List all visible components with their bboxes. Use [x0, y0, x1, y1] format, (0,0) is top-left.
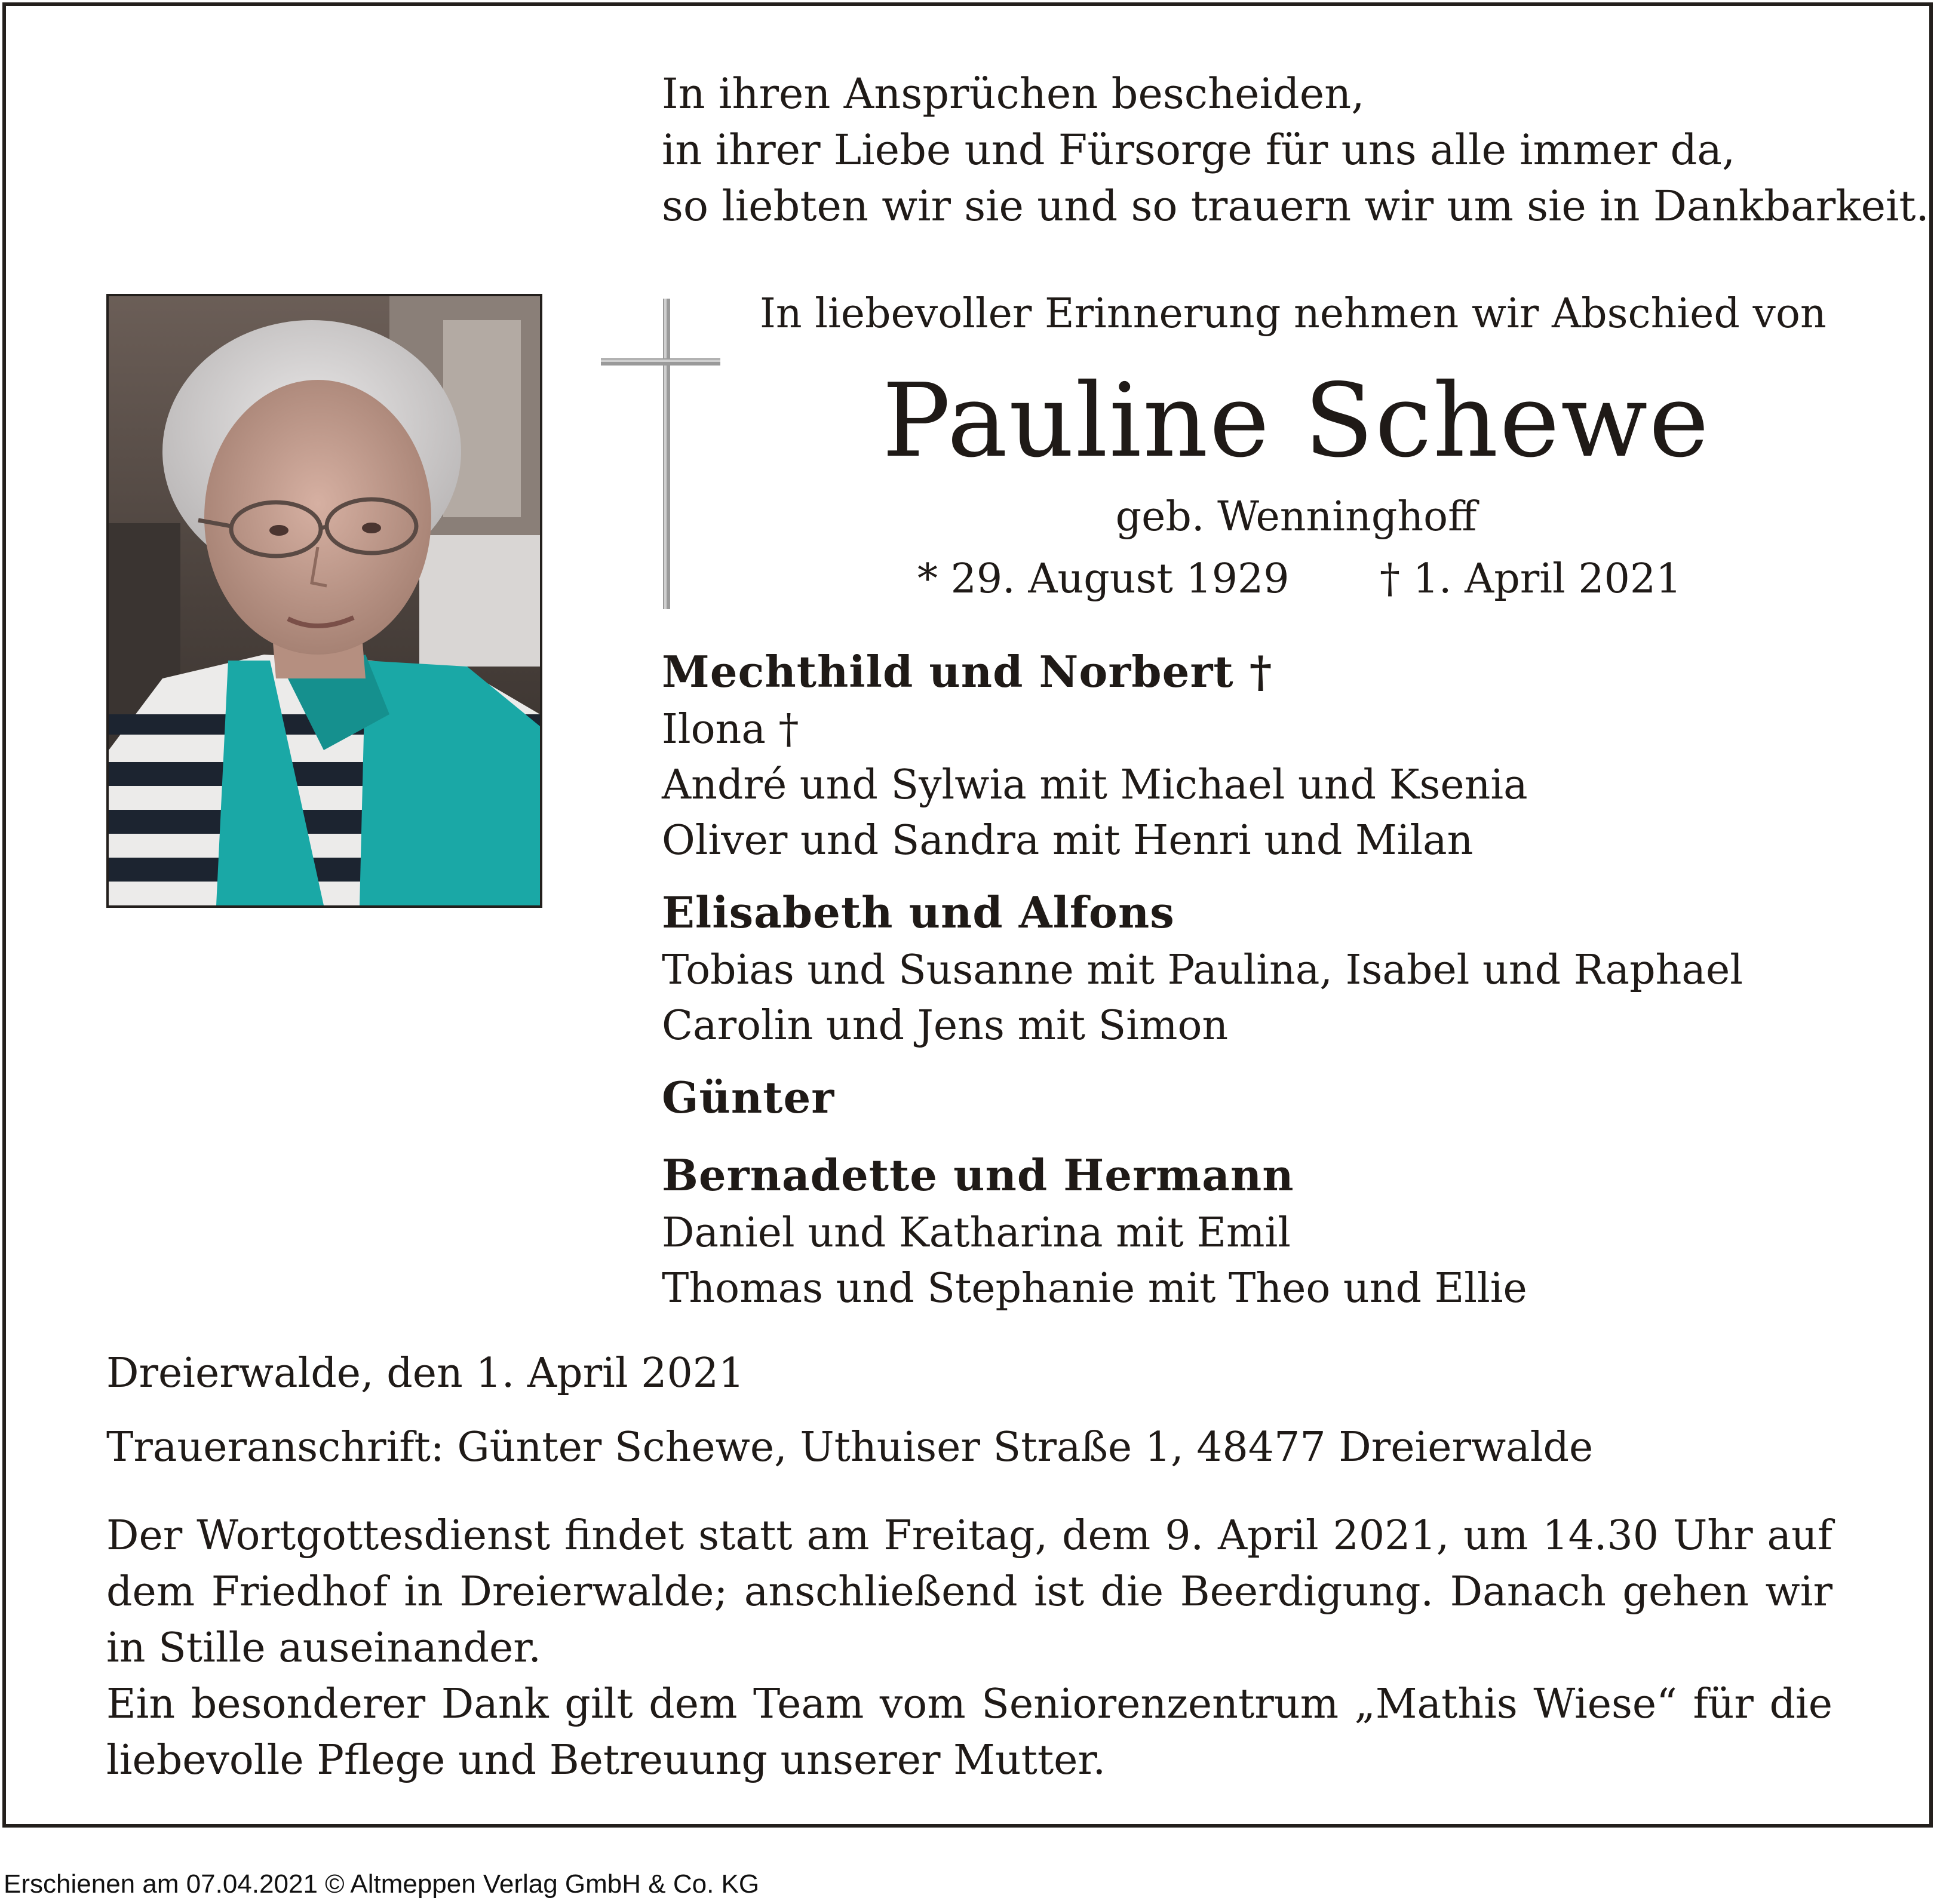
motto-line: so liebten wir sie und so trauern wir um sie in Dankbarkeit. — [662, 182, 1929, 231]
family-member: Thomas und Stephanie mit Theo und Ellie — [662, 1265, 1527, 1312]
death-date: † 1. April 2021 — [1380, 555, 1682, 603]
family-head: Mechthild und Norbert † — [662, 646, 1273, 697]
family-group — [662, 1068, 1856, 1128]
family-group — [662, 1146, 1856, 1316]
birth-name: geb. Wenninghoff — [1115, 493, 1477, 541]
mourning-address: Traueranschrift: Günter Schewe, Uthuiser Straße 1, 48477 Dreierwalde — [106, 1424, 1594, 1471]
motto-verse — [662, 66, 1929, 234]
family-head: Elisabeth und Alfons — [662, 887, 1175, 938]
family-member: Tobias und Susanne mit Paulina, Isabel und Raphael — [662, 947, 1743, 994]
deceased-name: Pauline Schewe — [882, 362, 1711, 480]
intro-text: In liebevoller Erinnerung nehmen wir Abschied von — [760, 290, 1827, 337]
motto-line: In ihren Ansprüchen bescheiden, — [662, 69, 1365, 118]
family-member: Ilona † — [662, 706, 799, 753]
family-group — [662, 883, 1856, 1054]
birth-date: * 29. August 1929 — [917, 555, 1290, 603]
publication-footer: Erschienen am 07.04.2021 © Altmeppen Verlag GmbH & Co. KG — [4, 1869, 760, 1899]
service-info — [106, 1508, 1832, 1789]
family-member: Oliver und Sandra mit Henri und Milan — [662, 817, 1474, 864]
portrait-photo — [106, 294, 542, 908]
family-member: André und Sylwia mit Michael und Ksenia — [662, 761, 1528, 809]
motto-line: in ihrer Liebe und Fürsorge für uns alle immer da, — [662, 125, 1736, 174]
family-member: Daniel und Katharina mit Emil — [662, 1209, 1291, 1257]
thanks-text: Ein besonderer Dank gilt dem Team vom Seniorenzentrum „Mathis Wiese“ für die liebevolle Pflege und Betreuung unserer Mutter. — [106, 1681, 1832, 1784]
mourners-list — [662, 642, 1856, 1331]
family-head: Günter — [662, 1072, 835, 1123]
family-head: Bernadette und Hermann — [662, 1150, 1294, 1200]
place-date: Dreierwalde, den 1. April 2021 — [106, 1350, 745, 1397]
family-group — [662, 642, 1856, 868]
service-text: Der Wortgottesdienst findet statt am Freitag, dem 9. April 2021, um 14.30 Uhr auf dem Friedhof in Dreierwalde; anschließend ist die Beerdigung. Danach gehen wir in Stille auseinander. — [106, 1512, 1832, 1672]
family-member: Carolin und Jens mit Simon — [662, 1002, 1229, 1049]
portrait-illustration — [109, 296, 540, 905]
